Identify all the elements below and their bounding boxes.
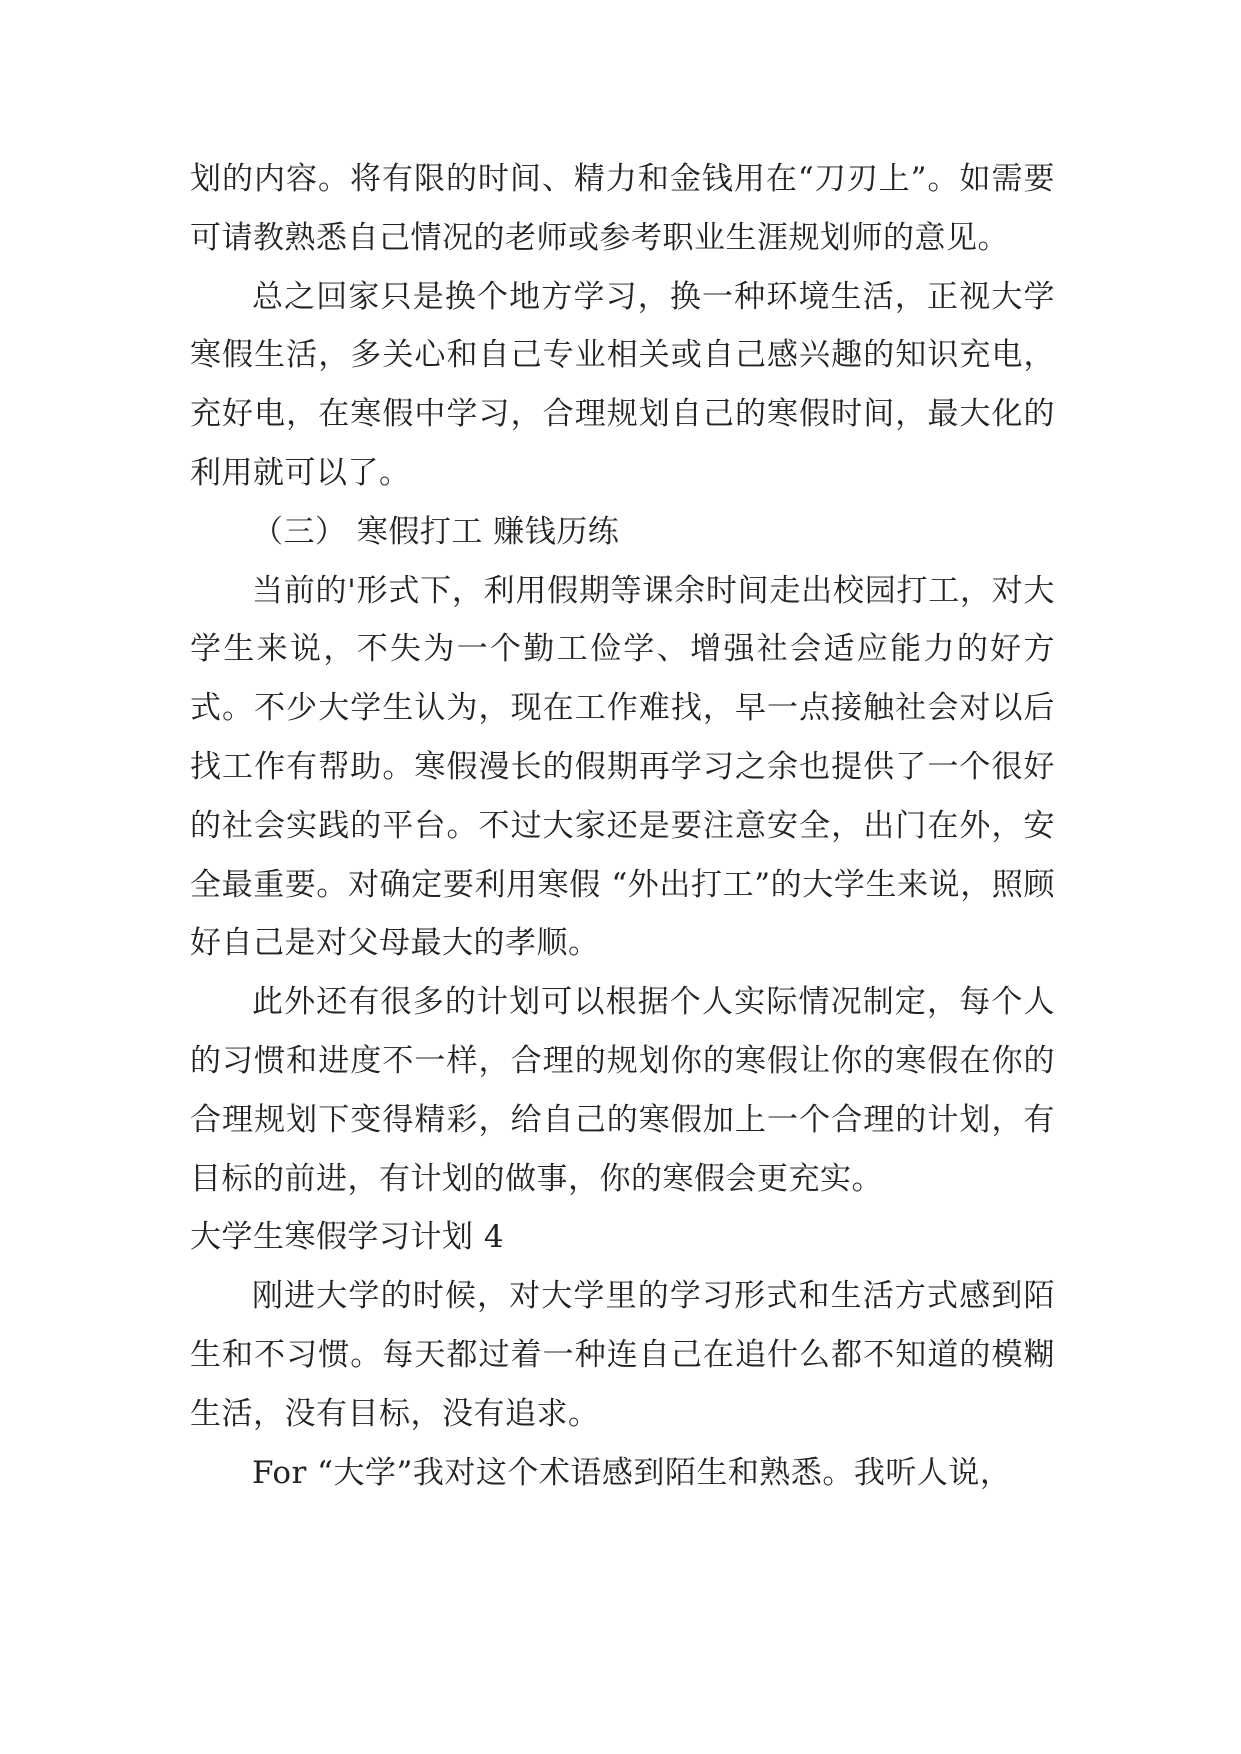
- paragraph-last: For “大学”我对这个术语感到陌生和熟悉。我听人说，: [252, 1454, 1012, 1491]
- document-page: [190, 150, 1055, 1502]
- paragraph-intro: 刚进大学的时候，对大学里的学习形式和生活方式感到陌生和不习惯。每天都过着一种连自己在追什么都不知道的模糊生活，没有目标，没有追求。: [190, 1278, 1055, 1432]
- paragraph-summary: 总之回家只是换个地方学习，换一种环境生活，正视大学寒假生活，多关心和自己专业相关或自己感兴趣的知识充电，充好电，在寒假中学习，合理规划自己的寒假时间，最大化的利用就可以了。: [190, 278, 1055, 491]
- paragraph-continuation: 划的内容。将有限的时间、精力和金钱用在“刀刃上”。如需要可请教熟悉自己情况的老师或参考职业生涯规划师的意见。: [190, 161, 1055, 256]
- section-heading: （三） 寒假打工 赚钱历练: [252, 513, 620, 550]
- paragraph-work: 当前的'形式下，利用假期等课余时间走出校园打工，对大学生来说，不失为一个勤工俭学、增强社会适应能力的好方式。不少大学生认为，现在工作难找，早一点接触社会对以后找工作有帮助。寒假漫长的假期再学习之余也提供了一个很好的社会实践的平台。不过大家还是要注意安全，出门在外，安全最重要。对确定要利用寒假 “外出打工”的大学生来说，照顾好自己是对父母最大的孝顺。: [190, 572, 1055, 962]
- plan-title: 大学生寒假学习计划 4: [190, 1219, 505, 1256]
- paragraph-conclusion: 此外还有很多的计划可以根据个人实际情况制定，每个人的习惯和进度不一样，合理的规划你的寒假让你的寒假在你的合理规划下变得精彩，给自己的寒假加上一个合理的计划，有目标的前进，有计划的做事，你的寒假会更充实。: [190, 984, 1055, 1197]
